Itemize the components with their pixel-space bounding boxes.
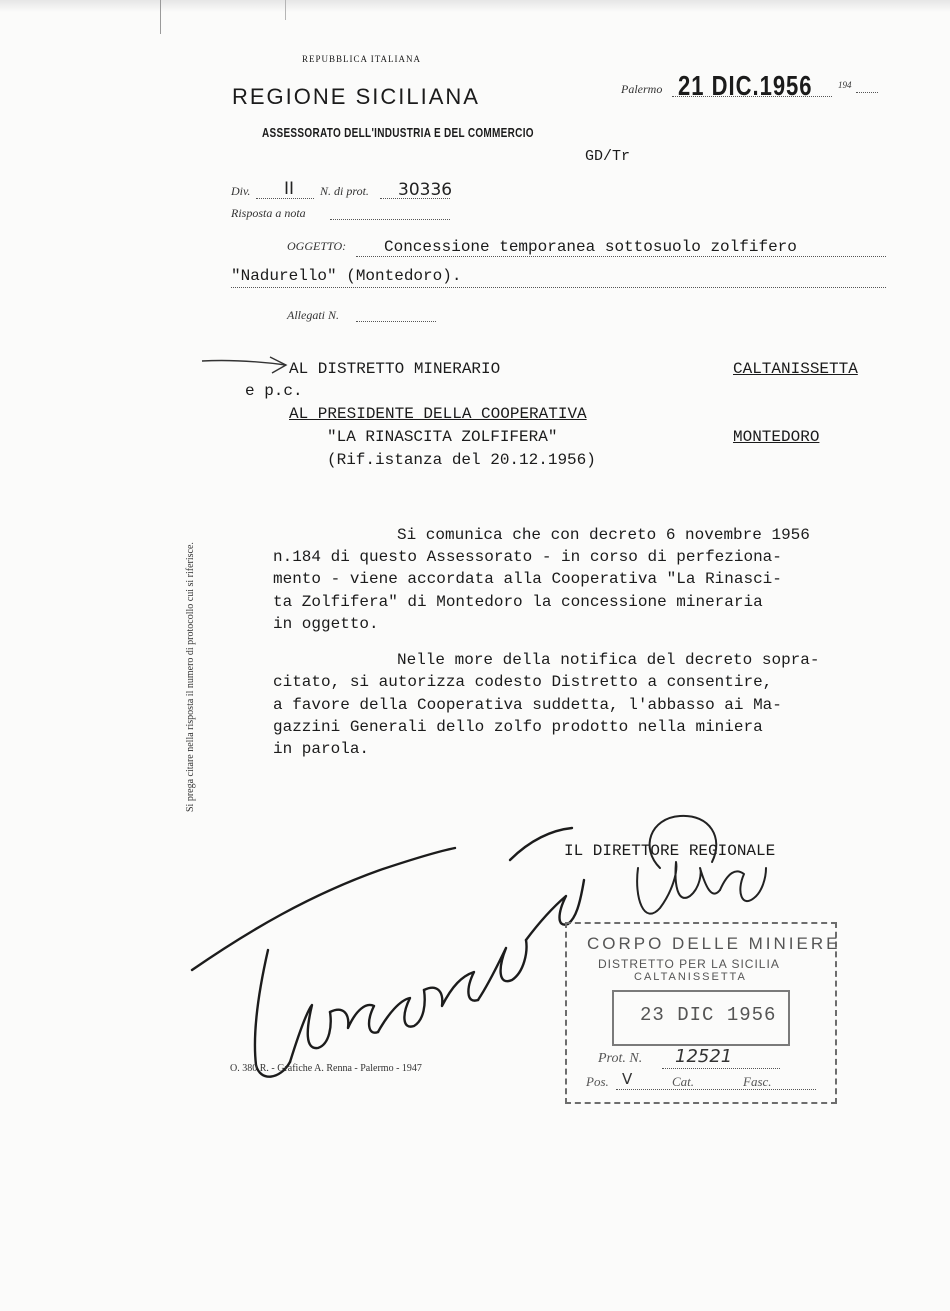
recipient-city-1: CALTANISSETTA [733,360,858,378]
stamp-line-2: DISTRETTO PER LA SICILIA [598,957,780,971]
subject-line-1: Concessione temporanea sottosuolo zolfifero [384,238,797,256]
stamp-prot-value: 12521 [675,1046,733,1067]
dotted-rule [662,1068,780,1069]
prot-value: 30336 [398,180,453,200]
stamp-fasc-label: Fasc. [743,1074,772,1089]
recipient-line-3: "LA RINASCITA ZOLFIFERA" [327,428,558,446]
scan-artifact [160,0,161,34]
margin-note: Si prega citare nella risposta il numero di protocollo cui si riferisce. [185,542,196,812]
div-value: II [284,179,295,199]
department-heading: ASSESSORATO DELL'INDUSTRIA E DEL COMMERCIO [262,127,534,141]
scan-artifact [285,0,286,20]
republic-heading: REPUBBLICA ITALIANA [302,54,422,64]
body-p1-line-3: mento - viene accordata alla Cooperativa "La Rinasci- [273,570,782,588]
dotted-rule [356,321,436,322]
dotted-rule [856,92,878,93]
printer-footer: O. 380 R. - Grafiche A. Renna - Palermo - 1947 [230,1063,422,1074]
stamp-date: 23 DIC 1956 [640,1004,777,1026]
dateline-year-suffix: 194 [838,80,852,90]
region-heading: REGIONE SICILIANA [232,84,480,109]
attachments-label: Allegati N. [287,308,339,322]
body-p1-line-5: in oggetto. [273,615,379,633]
dotted-rule [231,287,886,288]
dateline-place: Palermo [621,82,663,96]
dotted-rule [330,219,450,220]
stamp-prot-label: Prot. N. [598,1051,643,1066]
body-p1-line-1: Si comunica che con decreto 6 novembre 1956 [397,526,810,544]
div-label: Div. [231,184,251,198]
recipient-line-4: (Rif.istanza del 20.12.1956) [327,451,596,469]
stamp-line-3: CALTANISSETTA [634,971,747,983]
stamp-line-1: CORPO DELLE MINIERE [587,934,841,953]
signature-title: IL DIRETTORE REGIONALE [564,842,776,860]
body-p1-line-4: ta Zolfifera" di Montedoro la concessione mineraria [273,593,763,611]
stamp-pos-label: Pos. [586,1074,609,1089]
body-p2-line-3: a favore della Cooperativa suddetta, l'abbasso ai Ma- [273,696,782,714]
stamp-pos-value: V [622,1070,633,1088]
recipient-line-1: AL DISTRETTO MINERARIO [289,360,501,378]
scan-edge [0,0,950,12]
body-p2-line-1: Nelle more della notifica del decreto sopra- [397,651,820,669]
recipient-line-2: AL PRESIDENTE DELLA COOPERATIVA [289,405,587,423]
body-p2-line-4: gazzini Generali dello zolfo prodotto nella miniera [273,718,763,736]
director-signature-icon [620,808,770,938]
reply-label: Risposta a nota [231,206,306,220]
body-p2-line-5: in parola. [273,740,370,758]
body-p1-line-2: n.184 di questo Assessorato - in corso di perfeziona- [273,548,782,566]
prot-label: N. di prot. [320,184,369,198]
stamp-cat-label: Cat. [672,1074,695,1089]
recipient-city-2: MONTEDORO [733,428,820,446]
reference-code: GD/Tr [585,148,631,165]
date-stamp: 21 DIC.1956 [678,70,813,102]
subject-label: OGGETTO: [287,239,347,253]
dotted-rule [356,256,886,257]
body-p2-line-2: citato, si autorizza codesto Distretto a consentire, [273,673,773,691]
dotted-rule [672,96,832,97]
cc-label: e p.c. [245,382,303,400]
dotted-rule [616,1089,816,1090]
subject-line-2: "Nadurello" (Montedoro). [231,267,462,285]
hand-drawn-arrow-icon [200,355,290,375]
handwritten-signature-icon [180,800,590,1090]
